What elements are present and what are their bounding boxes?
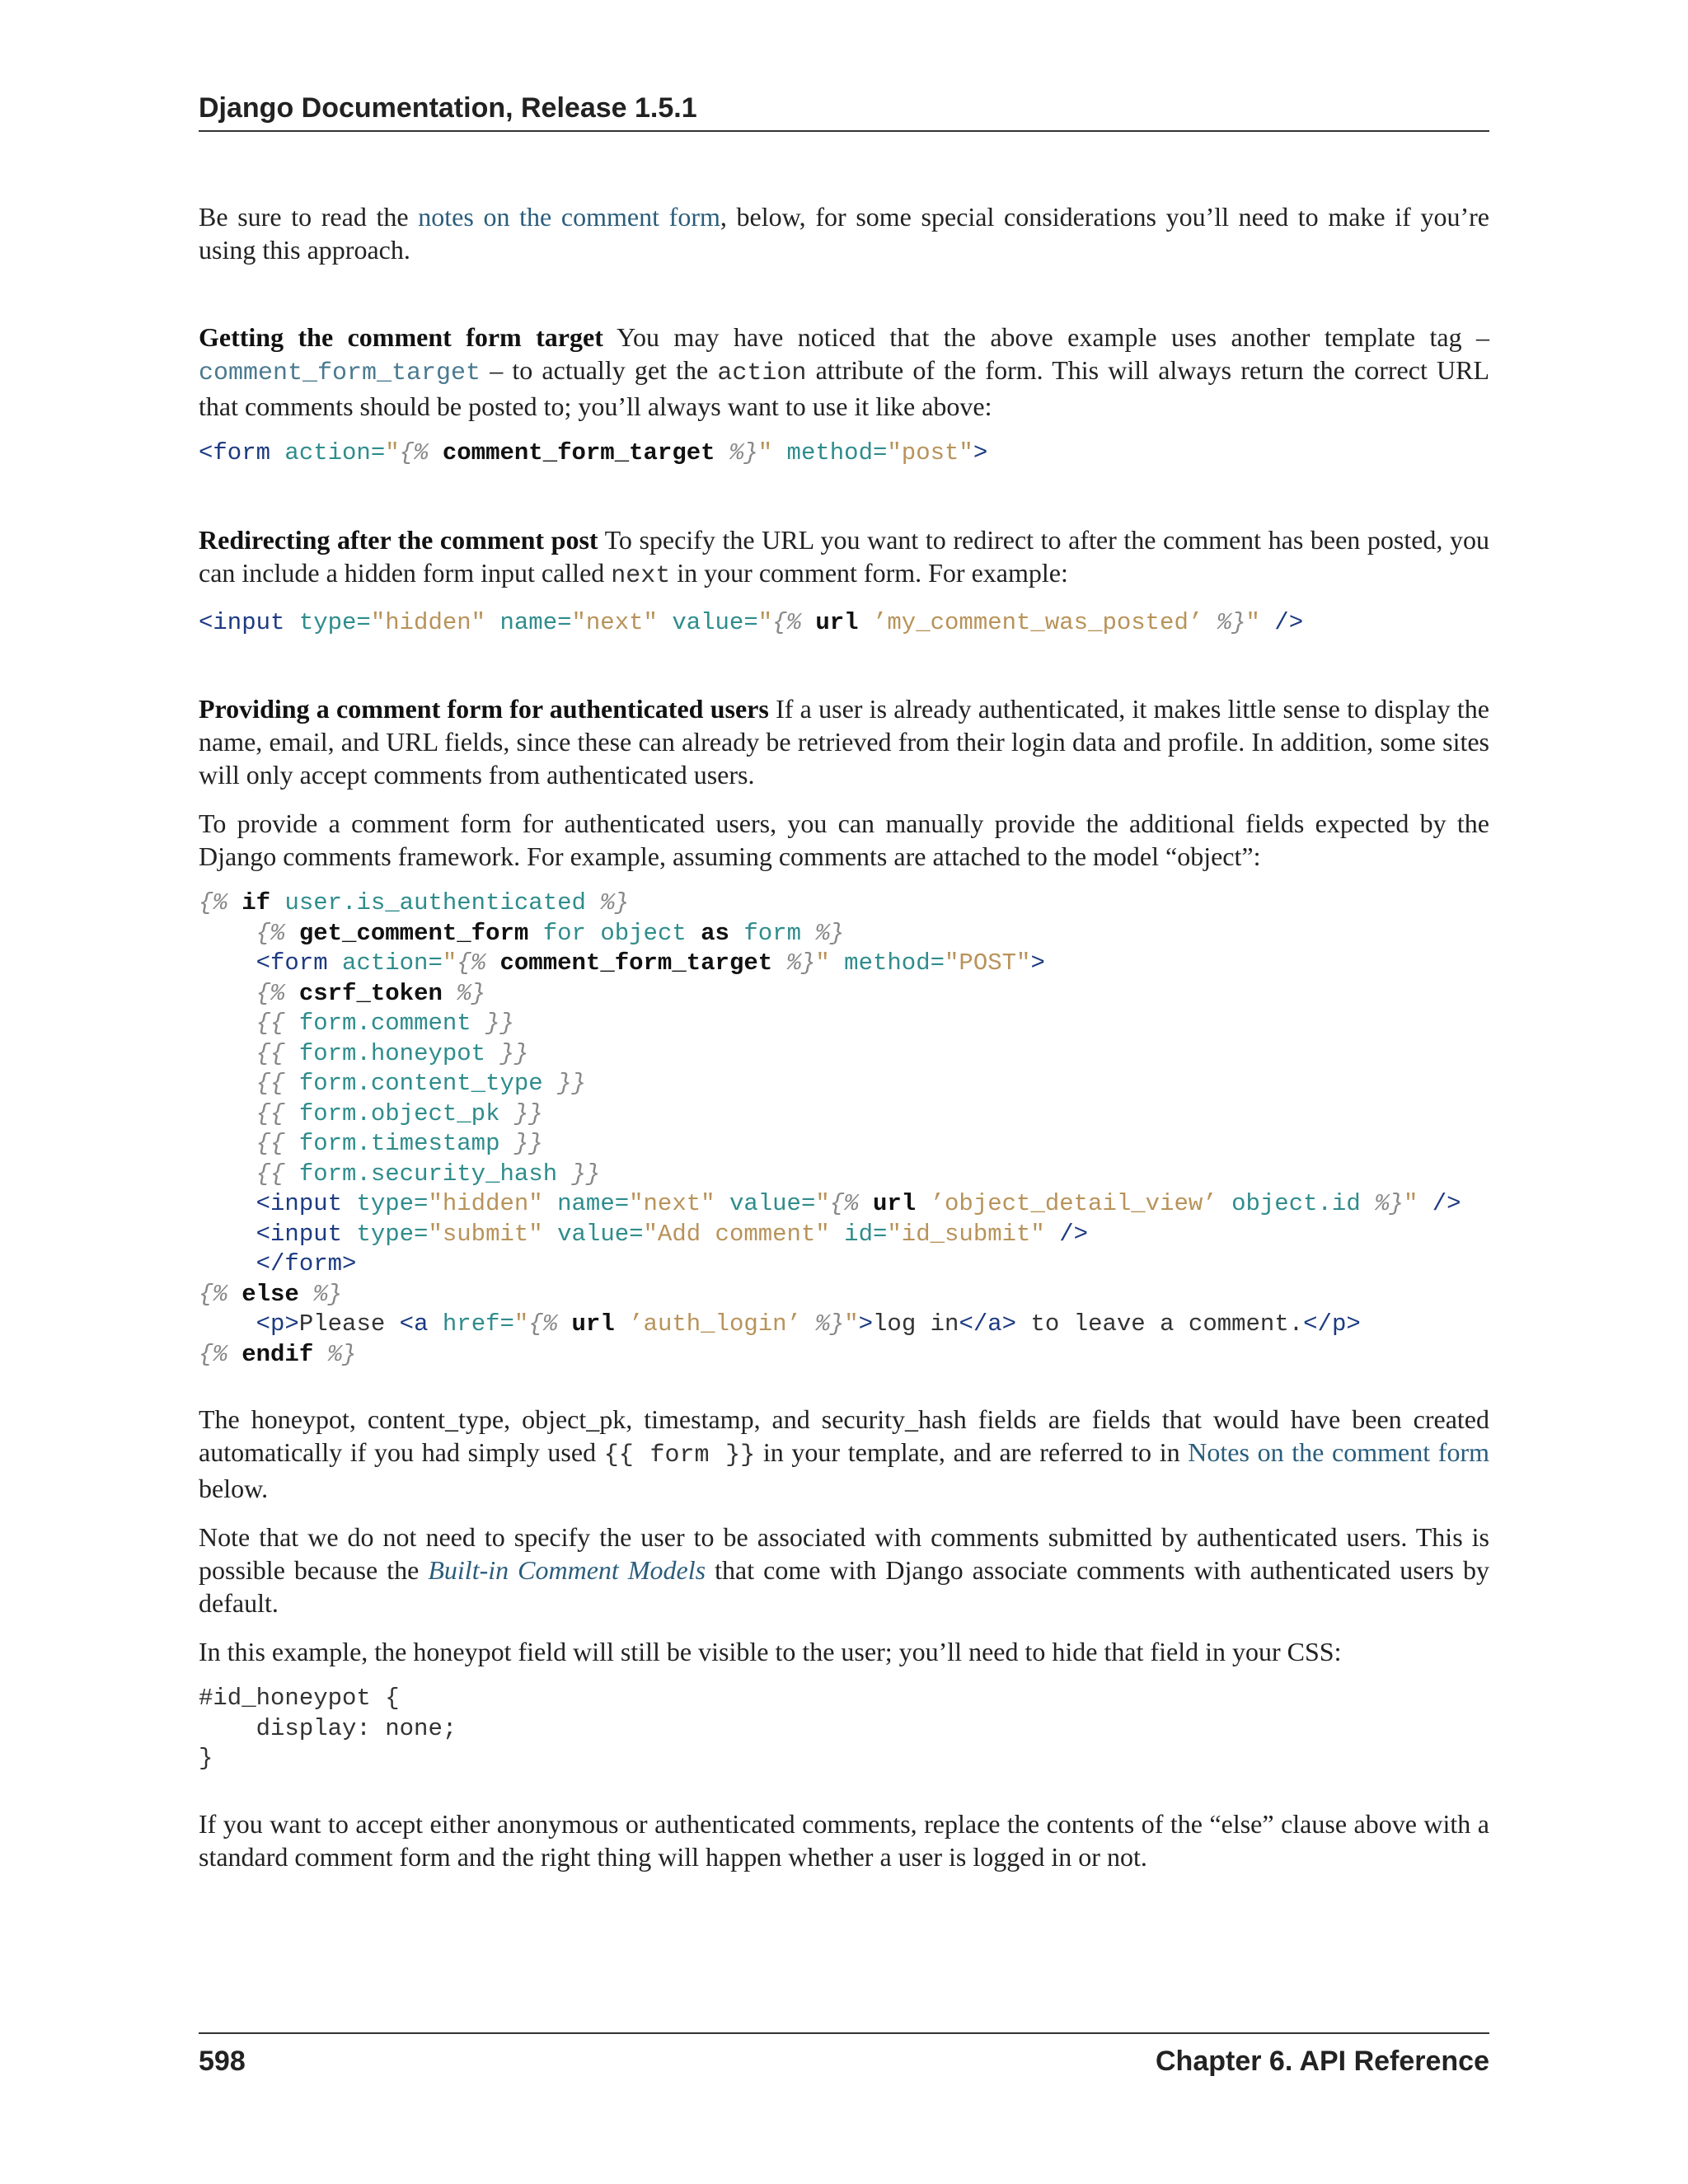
inline-code: next bbox=[611, 561, 671, 590]
notes-link[interactable]: notes on the comment form bbox=[418, 202, 720, 232]
intro-paragraph bbox=[199, 200, 1489, 266]
page-number: 598 bbox=[199, 2046, 246, 2077]
code-block-auth-form: {% if user.is_authenticated %} {% get_comment_form for object as form %} <form action="{% comment_form_target %}" method="POST"> {% csrf_token %} {{ form.comment }} {{ form.honeypot }} {{ form.content_type }} {{ form.object_pk }} {{ form.timestamp }} {{ form.security_hash }} <input type="hidden" name="next" value="{% url ’object_detail_view’ object.id %}" /> <input type="submit" value="Add comment" id="id_submit" /> </form> {% else %} <p>Please <a href="{% url ’auth_login’ %}">log in</a> to leave a comment.</p> {% endif %} bbox=[199, 889, 1461, 1368]
page-content bbox=[199, 200, 1489, 1873]
section-heading: Providing a comment form for authenticated users bbox=[199, 694, 769, 724]
text: , below, for some special considerations you’ll need to make if you’re using this approach. bbox=[199, 202, 1490, 265]
header-title: Django Documentation, Release 1.5.1 bbox=[199, 92, 697, 124]
inline-code: {{ form }} bbox=[603, 1441, 756, 1469]
text: Be sure to read the bbox=[199, 202, 419, 232]
page-header bbox=[199, 92, 1489, 132]
inline-code: action bbox=[717, 359, 807, 387]
auth-paragraph: To provide a comment form for authenticated users, you can manually provide the additional fields expected by the Django comments framework. For example, assuming comments are attached to the model “object”: bbox=[199, 808, 1489, 871]
section-heading: Redirecting after the comment post bbox=[199, 524, 598, 555]
notes-on-comment-form-link[interactable]: Notes on the comment form bbox=[1188, 1437, 1490, 1467]
page-footer bbox=[199, 2032, 1489, 2077]
text: To specify the URL you want to redirect to after the comment has been posted, you can include a hidden form input called bbox=[199, 524, 1490, 588]
text: in your template, and are referred to in bbox=[755, 1437, 1189, 1467]
final-paragraph: If you want to accept either anonymous or authenticated comments, replace the contents of the “else” clause above with a standard comment form and the right thing will happen whether a user is logged in or not. bbox=[199, 1808, 1489, 1872]
honeypot-paragraph bbox=[199, 1403, 1489, 1505]
text: that come with Django associate comments with authenticated users by default. bbox=[199, 1555, 1490, 1618]
section-redirect bbox=[199, 523, 1489, 593]
css-paragraph: In this example, the honeypot field will still be visible to the user; you’ll need to hide that field in your CSS: bbox=[199, 1637, 1342, 1666]
text: attribute of the form. This will always return the correct URL that comments should be posted to; you’ll always want to use it like above: bbox=[199, 355, 1490, 421]
text: – to actually get the bbox=[481, 355, 718, 385]
chapter-title: Chapter 6. API Reference bbox=[1156, 2046, 1489, 2077]
text: If a user is already authenticated, it makes little sense to display the name, email, and URL fields, since these can already be retrieved from their login data and profile. In addition, some sites will only accept comments from authenticated users. bbox=[199, 694, 1490, 790]
comment-form-target-link[interactable]: comment_form_target bbox=[199, 359, 481, 387]
code-block-css: #id_honeypot { display: none; } bbox=[199, 1685, 457, 1772]
text: below. bbox=[199, 1474, 269, 1503]
section-heading: Getting the comment form target bbox=[199, 322, 603, 352]
text: You may have noticed that the above example uses another template tag – bbox=[603, 322, 1490, 352]
builtin-comment-models-link[interactable]: Built-in Comment Models bbox=[428, 1555, 706, 1585]
code-block-redirect: <input type="hidden" name="next" value="{% url ’my_comment_was_posted’ %}" /> bbox=[199, 608, 1304, 636]
text: in your comment form. For example: bbox=[670, 557, 1068, 588]
text: Note that we do not need to specify the user to be associated with comments submitted by authenticated users. This is possible because the bbox=[199, 1522, 1489, 1585]
section-form-target bbox=[199, 321, 1489, 423]
note-paragraph bbox=[199, 1521, 1489, 1619]
text: The honeypot, content_type, object_pk, timestamp, and security_hash fields are fields that would have been created automatically if you had simply used bbox=[199, 1404, 1489, 1467]
code-block-form-target: <form action="{% comment_form_target %}" method="post"> bbox=[199, 439, 988, 466]
section-authenticated bbox=[199, 692, 1489, 791]
